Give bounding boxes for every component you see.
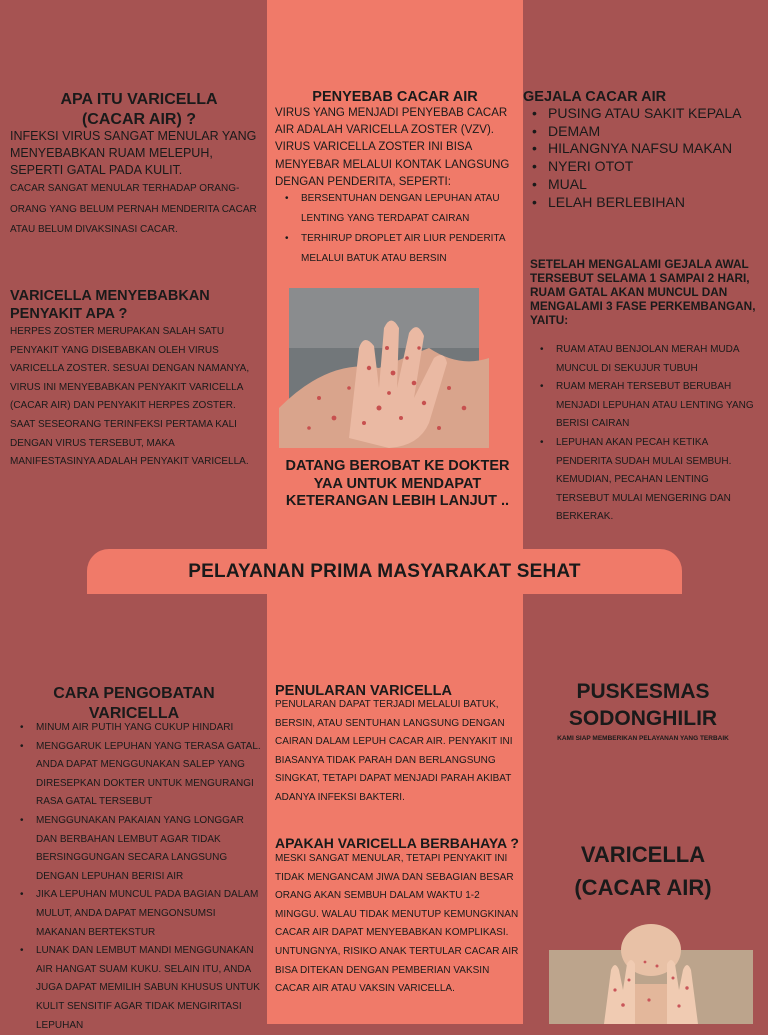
section-title-penyebab: PENYEBAB CACAR AIR — [312, 89, 478, 105]
intro-large-text: INFEKSI VIRUS SANGAT MENULAR YANG MENYEBABKAN RUAM MELEPUH, SEPERTI GATAL PADA KULIT. — [10, 129, 257, 178]
section-title-menyebabkan: VARICELLA MENYEBABKAN PENYAKIT APA ? — [10, 288, 210, 322]
list-item: • MENGGARUK LEPUHAN YANG TERASA GATAL. ANDA DAPAT MENGGUNAKAN SALEP YANG DIRESEPKAN DOKTER UNTUK MENGURANGI RASA GATAL TERSEBUT — [20, 738, 264, 812]
list-item: • MUAL — [532, 176, 764, 194]
list-item: • RUAM ATAU BENJOLAN MERAH MUDA MUNCUL DI SEKUJUR TUBUH — [540, 341, 762, 378]
section-title-gejala: GEJALA CACAR AIR — [523, 89, 667, 105]
phase-list — [540, 341, 762, 527]
list-item: • BERSENTUHAN DENGAN LEPUHAN ATAU LENTING YANG TERDAPAT CAIRAN — [285, 189, 515, 229]
list-item: • MENGGUNAKAN PAKAIAN YANG LONGGAR DAN BERBAHAN LEMBUT AGAR TIDAK BERSINGGUNGAN SECARA LANGSUNG DENGAN LEPUHAN BERISI AIR — [20, 812, 264, 886]
list-item: • DEMAM — [532, 123, 764, 141]
list-item: • TERHIRUP DROPLET AIR LIUR PENDERITA MELALUI BATUK ATAU BERSIN — [285, 229, 515, 269]
treatment-list — [20, 719, 264, 1035]
callout-text: DATANG BEROBAT KE DOKTER YAA UNTUK MENDAPAT KETERANGAN LEBIH LANJUT .. — [285, 458, 510, 509]
puskesmas-name: PUSKESMAS SODONGHILIR — [568, 680, 718, 730]
list-item: • RUAM MERAH TERSEBUT BERUBAH MENJADI LEPUHAN ATAU LENTING YANG BERISI CAIRAN — [540, 378, 762, 434]
child-rash-photo — [549, 950, 753, 1024]
list-item: • HILANGNYA NAFSU MAKAN — [532, 140, 764, 158]
herpes-zoster-text: HERPES ZOSTER MERUPAKAN SALAH SATU PENYAKIT YANG DISEBABKAN OLEH VIRUS VARICELLA ZOSTER. SESUAI DENGAN NAMANYA, VIRUS INI MENYEBABKAN PENYAKIT VARICELLA (CACAR AIR) DAN PENYAKIT HERPES ZOSTER. SAAT SESEORANG TERINFEKSI PERTAMA KALI DENGAN VIRUS TERSEBUT, MAKA MANIFESTASINYA ADALAH PENYAKIT VARICELLA. — [10, 326, 250, 468]
phase-intro-text: SETELAH MENGALAMI GEJALA AWAL TERSEBUT SELAMA 1 SAMPAI 2 HARI, RUAM GATAL AKAN MUNCUL DAN MENGALAMI 3 FASE PERKEMBANGAN, YAITU: — [530, 257, 756, 327]
rash-hands-photo — [289, 288, 479, 448]
berbahaya-text: MESKI SANGAT MENULAR, TETAPI PENYAKIT INI TIDAK MENGANCAM JIWA DAN SEBAGIAN BESAR ORANG AKAN SEMBUH DALAM WAKTU 1-2 MINGGU. WALAU TIDAK MENUTUP KEMUNGKINAN CACAR AIR DAPAT MENYEBABKAN KOMPLIKASI. UNTUNGNYA, RISIKO ANAK TERTULAR CACAR AIR BISA DITEKAN DENGAN PEMBERIAN VAKSIN CACAR AIR ATAU VAKSIN VARICELLA. — [275, 853, 519, 995]
list-item: • PUSING ATAU SAKIT KEPALA — [532, 105, 764, 123]
penyebab-text: VIRUS YANG MENJADI PENYEBAB CACAR AIR ADALAH VARICELLA ZOSTER (VZV). VIRUS VARICELLA ZOSTER INI BISA MENYEBAR MELALUI KONTAK LANGSUNG DENGAN PENDERITA, SEPERTI: — [275, 107, 510, 188]
section-title-apa-itu: APA ITU VARICELLA (CACAR AIR) ? — [60, 91, 218, 128]
list-item: • LEPUHAN AKAN PECAH KETIKA PENDERITA SUDAH MULAI SEMBUH. KEMUDIAN, PECAHAN LENTING TERSEBUT MULAI MENGERING DAN BERKERAK. — [540, 434, 762, 527]
section-title-pengobatan: CARA PENGOBATAN VARICELLA — [53, 685, 215, 722]
banner: PELAYANAN PRIMA MASYARAKAT SEHAT — [87, 549, 682, 594]
penularan-text: PENULARAN DAPAT TERJADI MELALUI BATUK, BERSIN, ATAU SENTUHAN LANGSUNG DENGAN CAIRAN DALAM LEPUH CACAR AIR. PENYAKIT INI BIASANYA TIDAK PARAH DAN BERLANGSUNG SINGKAT, TETAPI DAPAT MENJADI PARAH AKIBAT ADANYA INFEKSI BAKTERI. — [275, 699, 513, 803]
section-title-berbahaya: APAKAH VARICELLA BERBAHAYA ? — [275, 835, 519, 851]
intro-small-text: CACAR SANGAT MENULAR TERHADAP ORANG-ORANG YANG BELUM PERNAH MENDERITA CACAR ATAU BELUM DIVAKSINASI CACAR. — [10, 183, 257, 235]
cover-title: VARICELLA (CACAR AIR) — [574, 842, 712, 900]
list-item: • LELAH BERLEBIHAN — [532, 194, 764, 212]
symptom-list — [532, 105, 764, 211]
penyebab-list — [285, 189, 515, 269]
section-title-penularan: PENULARAN VARICELLA — [275, 683, 452, 699]
list-item: • MINUM AIR PUTIH YANG CUKUP HINDARI — [20, 719, 264, 738]
list-item: • JIKA LEPUHAN MUNCUL PADA BAGIAN DALAM MULUT, ANDA DAPAT MENGONSUMSI MAKANAN BERTEKSTUR — [20, 886, 264, 942]
list-item: • NYERI OTOT — [532, 158, 764, 176]
tagline: KAMI SIAP MEMBERIKAN PELAYANAN YANG TERBAIK — [557, 735, 729, 742]
list-item: • LUNAK DAN LEMBUT MANDI MENGGUNAKAN AIR HANGAT SUAM KUKU. SELAIN ITU, ANDA JUGA DAPAT MEMILIH SABUN KHUSUS UNTUK KULIT SENSITIF AGAR TIDAK MENGIRITASI LEPUHAN — [20, 942, 264, 1035]
